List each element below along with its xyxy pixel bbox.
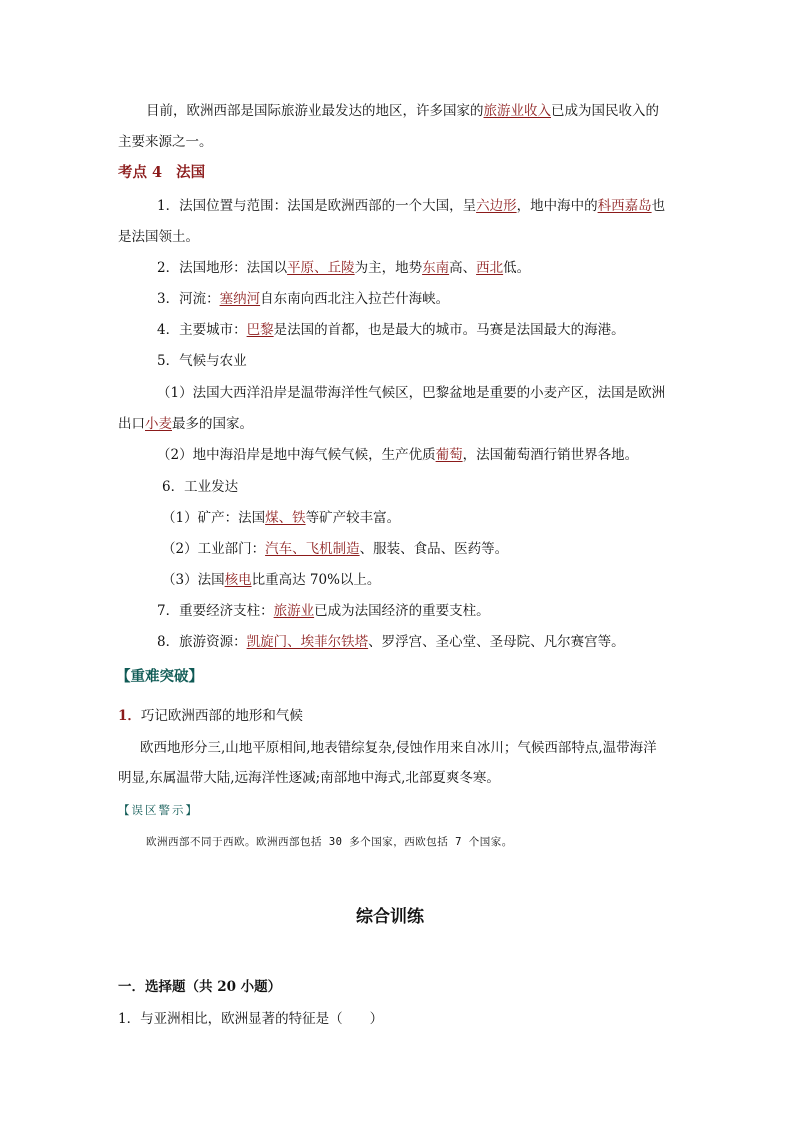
q1-heading	[118, 707, 303, 725]
kaodian-name: 法国	[176, 164, 206, 181]
p5-2-text: （2）地中海沿岸是地中海气候气候，生产优质	[157, 447, 436, 463]
highlight-paris: 巴黎	[246, 322, 274, 338]
highlight-hexagon: 六边形	[476, 198, 517, 214]
highlight-nuclear: 核电	[224, 572, 252, 588]
highlight-auto-aircraft: 汽车、飞机制造	[265, 541, 360, 557]
p7-line	[157, 602, 490, 620]
section-title: 综合训练	[356, 907, 424, 927]
p8-line	[157, 633, 625, 651]
question-1: 1．与亚洲相比，欧洲显著的特征是（ ）	[118, 1011, 384, 1027]
p6-3-text: （3）法国	[162, 572, 225, 588]
p5-1-line-1: （1）法国大西洋沿岸是温带海洋性气候区，巴黎盆地是重要的小麦产区，法国是欧洲	[157, 385, 666, 401]
highlight-seine: 塞纳河	[219, 291, 261, 307]
p5-1-text: 出口	[118, 416, 145, 432]
p3-line	[157, 290, 449, 308]
p8-text: 8．旅游资源：	[157, 634, 247, 650]
poem-line-1: 欧西地形分三,山地平原相间,地表错综复杂,侵蚀作用来自冰川；气候西部特点,温带海洋	[140, 740, 657, 756]
intro-text-2: 已成为国民收入的	[551, 103, 659, 119]
highlight-tourism-income: 旅游业收入	[483, 103, 551, 119]
p6-3-line	[162, 571, 380, 589]
p1-text-3: 也	[651, 198, 666, 214]
p4-text-2: 是法国的首都，也是最大的城市。马赛是法国最大的海港。	[273, 322, 625, 338]
p1-text: 1．法国位置与范围：法国是欧洲西部的一个大国，呈	[157, 198, 477, 214]
kaodian-label: 考点 4	[118, 164, 163, 181]
intro-text: 目前，欧洲西部是国际旅游业最发达的地区，许多国家的	[146, 103, 484, 119]
p1-line-1	[157, 197, 665, 215]
p5-1-line-2	[118, 415, 253, 433]
p2-text-2: 为主，地势	[354, 260, 423, 276]
p5-2-line	[157, 446, 638, 464]
highlight-northwest: 西北	[476, 260, 504, 276]
highlight-wheat: 小麦	[145, 416, 172, 432]
p3-text-2: 自东南向西北注入拉芒什海峡。	[260, 291, 450, 307]
highlight-plains-hills: 平原、丘陵	[287, 260, 355, 276]
p6-2-text-2: 、服装、食品、医药等。	[359, 541, 509, 557]
kaodian-heading	[118, 164, 205, 182]
p7-text-2: 已成为法国经济的重要支柱。	[314, 603, 490, 619]
intro-line-1	[146, 102, 659, 120]
p4-text: 4．主要城市：	[157, 322, 247, 338]
intro-line-2: 主要来源之一。	[118, 134, 213, 150]
p6-2-line	[162, 540, 508, 558]
highlight-tourism: 旅游业	[273, 603, 315, 619]
p5-1-text-2: 最多的国家。	[172, 416, 253, 432]
p2-line	[157, 259, 530, 277]
p6-1-line	[162, 509, 400, 527]
p4-line	[157, 321, 625, 339]
p6-1-text: （1）矿产：法国	[162, 510, 266, 526]
part-1-heading: 一．选择题（共 20 小题）	[118, 979, 282, 995]
zhongnan-heading: 【重难突破】	[116, 668, 203, 685]
warning-text: 欧洲西部不同于西欧。欧洲西部包括 30 多个国家，西欧包括 7 个国家。	[146, 836, 513, 848]
p6-2-text: （2）工业部门：	[162, 541, 266, 557]
warning-label: 【误区警示】	[118, 803, 199, 817]
highlight-corsica: 科西嘉岛	[597, 198, 652, 214]
p5-2-text-2: ，法国葡萄酒行销世界各地。	[462, 447, 639, 463]
p3-text: 3．河流：	[157, 291, 220, 307]
p6-3-text-2: 比重高达 70%以上。	[251, 572, 381, 588]
p1-text-2: ，地中海中的	[516, 198, 598, 214]
q1-title: 巧记欧洲西部的地形和气候	[140, 708, 303, 724]
p6-line: 6．工业发达	[162, 479, 239, 495]
p8-text-2: 、罗浮宫、圣心堂、圣母院、凡尔赛宫等。	[368, 634, 625, 650]
p2-text-3: 高、	[449, 260, 477, 276]
q1-number: 1．	[118, 708, 141, 724]
p2-text-4: 低。	[503, 260, 531, 276]
p1-line-2: 是法国领土。	[118, 229, 199, 245]
highlight-landmarks: 凯旋门、埃菲尔铁塔	[246, 634, 369, 650]
highlight-southeast: 东南	[422, 260, 450, 276]
p6-1-text-2: 等矿产较丰富。	[305, 510, 401, 526]
p5-line: 5．气候与农业	[157, 353, 247, 369]
highlight-grapes: 葡萄	[435, 447, 463, 463]
p2-text: 2．法国地形：法国以	[157, 260, 288, 276]
highlight-coal-iron: 煤、铁	[265, 510, 306, 526]
poem-line-2: 明显,东属温带大陆,远海洋性逐减;南部地中海式,北部夏爽冬寒。	[118, 770, 500, 786]
p7-text: 7．重要经济支柱：	[157, 603, 274, 619]
